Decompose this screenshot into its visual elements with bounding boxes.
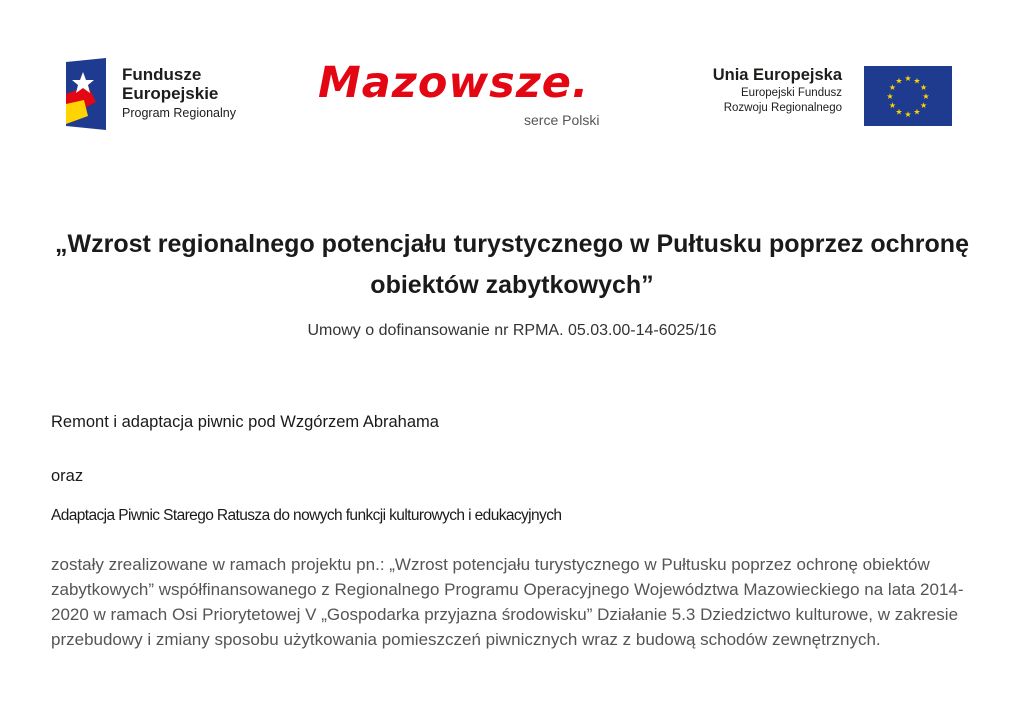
eu-logo-line1: Unia Europejska [712, 66, 842, 84]
eu-star-icon: ★ [922, 92, 930, 101]
eu-star-icon: ★ [888, 101, 896, 110]
contract-number: Umowy o dofinansowanie nr RPMA. 05.03.00-14-6025/16 [307, 322, 717, 339]
project-item-first: Remont i adaptacja piwnic pod Wzgórzem Abrahama [51, 413, 439, 431]
eu-star-icon: ★ [886, 92, 894, 101]
eu-star-icon: ★ [913, 107, 921, 117]
eu-star-icon: ★ [895, 76, 903, 86]
eu-star-icon: ★ [904, 110, 912, 119]
eu-stars [864, 66, 952, 126]
project-description: zostały zrealizowane w ramach projektu pn.: „Wzrost potencjału turystycznego w Pułtusku poprzez ochronę obiektów zabytkowych” współfinansowanego z Regionalnego Programu Operacyjnego Województwa Mazowieckiego na lata 2014-2020 w ramach Osi Priorytetowej V „Gospodarka przyjazna środowisku” Działanie 5.3 Dziedzictwo kulturowe, w zakresie przebudowy i zmiany sposobu użytkowania pomieszczeń piwnicznych wraz z budową schodów zewnętrznych. [51, 555, 964, 649]
eu-logo-line2: Europejski Fundusz [741, 86, 842, 99]
eu-logo-line3: Rozwoju Regionalnego [723, 102, 842, 114]
project-item-second: Adaptacja Piwnic Starego Ratusza do nowych funkcji kulturowych i edukacyjnych [51, 507, 562, 524]
fe-logo-line1: Fundusze [122, 65, 202, 84]
mazowsze-logo [318, 58, 638, 134]
fundusze-europejskie-logo [66, 56, 266, 132]
mazowsze-tagline: serce Polski [524, 112, 600, 128]
fe-logo-line3: Program Regionalny [122, 106, 236, 120]
project-item-connector: oraz [51, 467, 84, 485]
fundusze-europejskie-emblem-icon [66, 58, 110, 130]
eu-star-icon: ★ [888, 83, 896, 92]
fe-logo-line2: Europejskie [122, 84, 219, 103]
eu-logo [690, 65, 952, 129]
eu-star-icon: ★ [913, 76, 921, 86]
eu-star-icon: ★ [904, 74, 912, 83]
eu-star-icon: ★ [920, 83, 928, 92]
eu-flag-icon [864, 66, 952, 126]
eu-star-icon: ★ [920, 101, 928, 110]
mazowsze-wordmark: Mazowsze. [318, 58, 590, 108]
eu-star-icon: ★ [895, 107, 903, 117]
project-title: „Wzrost regionalnego potencjału turystycznego w Pułtusku poprzez ochronę obiektów zabytkowych” [55, 230, 969, 299]
